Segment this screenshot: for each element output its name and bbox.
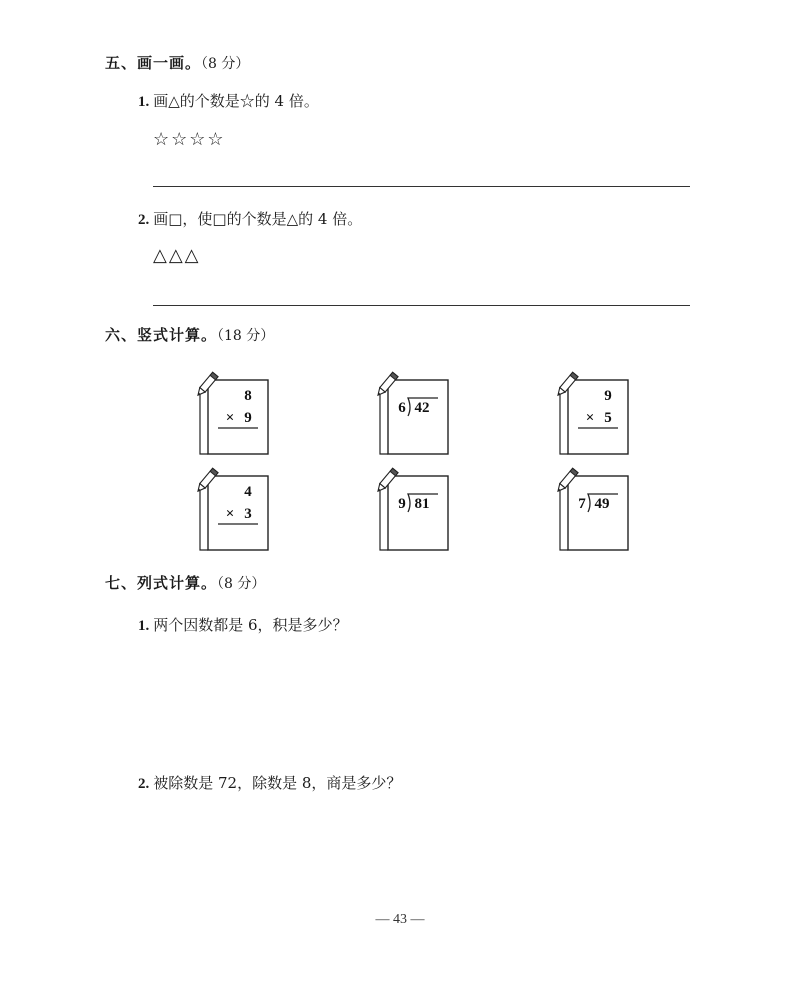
page-number: — 43 — [375,912,425,927]
question-text: 画□，使□的个数是△的 4 倍。 [153,210,363,228]
answer-line-5-2[interactable] [153,305,690,306]
question-5-2 [138,208,362,229]
triangle-row: △△△ [153,245,201,266]
notepad-page[interactable] [568,476,628,550]
section-5-heading [105,52,249,73]
calc-card [376,468,456,552]
divisor: 7 [578,496,586,512]
answer-area-7-2[interactable] [153,798,690,898]
question-text: 画△的个数是☆的 4 倍。 [153,92,319,110]
calc-card [376,372,456,456]
dividend: 42 [414,400,430,416]
question-number: 1. [138,94,150,110]
section-6-points: （18 分） [217,328,275,344]
question-number: 2. [138,776,150,792]
multiplicand: 9 [604,388,612,404]
calc-card [196,468,276,552]
multiply-sign: × [225,410,235,426]
multiply-sign: × [585,410,595,426]
multiplier: 3 [244,506,252,522]
answer-line-5-1[interactable] [153,186,690,187]
star-row: ☆☆☆☆ [153,129,226,150]
dividend: 49 [594,496,610,512]
section-6-title: 六、竖式计算。 [105,326,218,344]
multiplicand: 4 [244,484,252,500]
section-7-heading [105,572,265,593]
notepad-page[interactable] [388,476,448,550]
question-text: 两个因数都是 6，积是多少？ [153,616,348,634]
question-7-1 [138,614,348,635]
section-5-points: （8 分） [201,56,250,72]
multiplicand: 8 [244,388,252,404]
section-5-title: 五、画一画。 [105,54,202,72]
question-7-2 [138,772,401,793]
divisor: 9 [398,496,406,512]
question-number: 1. [138,618,150,634]
notepad-page[interactable] [208,476,268,550]
notepad-page[interactable] [208,380,268,454]
dividend: 81 [414,496,430,512]
notepad-page[interactable] [568,380,628,454]
multiplier: 9 [244,410,252,426]
multiplier: 5 [604,410,612,426]
section-7-points: （8 分） [217,576,266,592]
calc-card [556,372,636,456]
answer-area-7-1[interactable] [153,640,690,760]
question-text: 被除数是 72，除数是 8，商是多少？ [153,774,402,792]
section-7-title: 七、列式计算。 [105,574,218,592]
calc-card [556,468,636,552]
question-number: 2. [138,212,150,228]
question-5-1 [138,90,319,111]
calc-card [196,372,276,456]
notepad-page[interactable] [388,380,448,454]
section-6-heading [105,324,274,345]
divisor: 6 [398,400,406,416]
multiply-sign: × [225,506,235,522]
